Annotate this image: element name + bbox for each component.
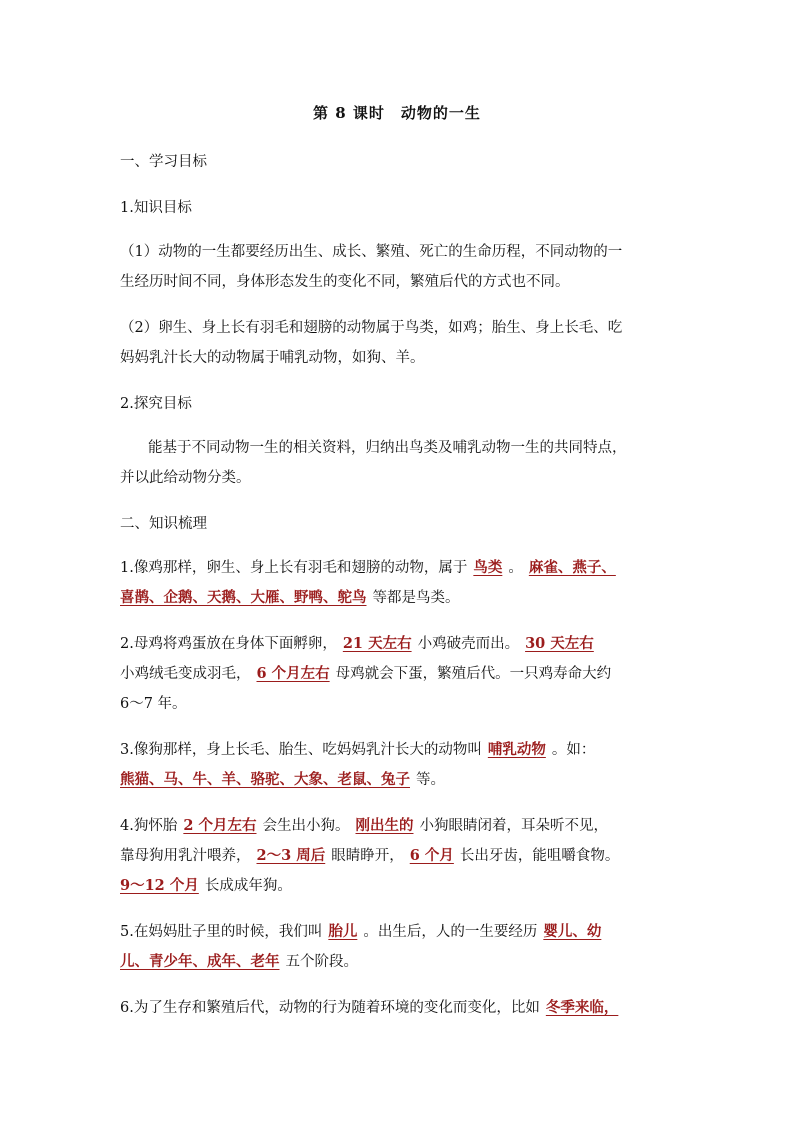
paragraph-3-line-1: 能基于不同动物一生的相关资料，归纳出鸟类及哺乳动物一生的共同特点， bbox=[148, 440, 627, 456]
answer-blank: 30 天左右 bbox=[525, 635, 594, 652]
question-6-line-1: 6.为了生存和繁殖后代，动物的行为随着环境的变化而变化，比如 冬季来临， bbox=[120, 998, 680, 1018]
answer-blank: 9～12 个月 bbox=[120, 877, 199, 894]
answer-blank: 熊猫、马、牛、羊、骆驼、大象、老鼠、兔子 bbox=[120, 771, 410, 788]
question-4-line-2: 靠母狗用乳汁喂养， 2～3 周后 眼睛睁开， 6 个月 长出牙齿，能咀嚼食物。 bbox=[120, 847, 620, 864]
paragraph-1-line-1: （1）动物的一生都要经历出生、成长、繁殖、死亡的生命历程，不同动物的一 bbox=[120, 244, 623, 260]
section-heading-knowledge: 二、知识梳理 bbox=[120, 516, 207, 532]
question-2-line-1: 2.母鸡将鸡蛋放在身体下面孵卵， 21 天左右 小鸡破壳而出。 30 天左右 bbox=[120, 634, 680, 654]
question-5-line-1: 5.在妈妈肚子里的时候，我们叫 胎儿 。出生后，人的一生要经历 婴儿、幼 bbox=[120, 922, 680, 942]
answer-blank: 冬季来临， bbox=[545, 999, 619, 1016]
paragraph-2-line-1: （2）卵生、身上长有羽毛和翅膀的动物属于鸟类，如鸡；胎生、身上长毛、吃 bbox=[120, 320, 623, 336]
page-title: 第 8 课时 动物的一生 bbox=[313, 104, 481, 122]
subheading-knowledge: 1.知识目标 bbox=[120, 200, 192, 216]
question-2-line-3: 6～7 年。 bbox=[120, 696, 187, 712]
answer-blank: 刚出生的 bbox=[355, 817, 414, 834]
paragraph-3-line-2: 并以此给动物分类。 bbox=[120, 470, 251, 486]
question-2-line-2: 小鸡绒毛变成羽毛， 6 个月左右 母鸡就会下蛋，繁殖后代。一只鸡寿命大约 bbox=[120, 665, 612, 682]
answer-blank: 喜鹊、企鹅、天鹅、大雁、野鸭、鸵鸟 bbox=[120, 589, 367, 606]
answer-blank: 6 个月 bbox=[409, 847, 454, 864]
question-4-line-3: 9～12 个月 长成成年狗。 bbox=[120, 877, 292, 894]
question-3-line-2: 熊猫、马、牛、羊、骆驼、大象、老鼠、兔子 等。 bbox=[120, 771, 445, 788]
answer-blank: 21 天左右 bbox=[342, 635, 412, 652]
answer-blank: 哺乳动物 bbox=[487, 741, 546, 758]
question-3-line-1: 3.像狗那样，身上长毛、胎生、吃妈妈乳汁长大的动物叫 哺乳动物 。如： bbox=[120, 741, 596, 758]
section-heading-objectives: 一、学习目标 bbox=[120, 154, 207, 170]
question-1-line-2: 喜鹊、企鹅、天鹅、大雁、野鸭、鸵鸟 等都是鸟类。 bbox=[120, 589, 460, 606]
answer-blank: 2～3 周后 bbox=[256, 847, 326, 864]
answer-blank: 婴儿、幼 bbox=[543, 923, 602, 940]
subheading-inquiry: 2.探究目标 bbox=[120, 396, 192, 412]
question-1-line-1: 1.像鸡那样，卵生、身上长有羽毛和翅膀的动物，属于 鸟类 。 麻雀、燕子、 bbox=[120, 558, 680, 578]
answer-blank: 2 个月左右 bbox=[183, 817, 257, 834]
answer-blank: 6 个月左右 bbox=[256, 665, 330, 682]
answer-blank: 麻雀、燕子、 bbox=[528, 559, 616, 576]
answer-blank: 儿、青少年、成年、老年 bbox=[120, 953, 280, 970]
question-5-line-2: 儿、青少年、成年、老年 五个阶段。 bbox=[120, 953, 358, 970]
question-4-line-1: 4.狗怀胎 2 个月左右 会生出小狗。 刚出生的 小狗眼睛闭着，耳朵听不见， bbox=[120, 817, 608, 834]
answer-blank: 鸟类 bbox=[473, 559, 503, 576]
paragraph-1-line-2: 生经历时间不同，身体形态发生的变化不同，繁殖后代的方式也不同。 bbox=[120, 274, 570, 290]
paragraph-2-line-2: 妈妈乳汁长大的动物属于哺乳动物，如狗、羊。 bbox=[120, 350, 425, 366]
answer-blank: 胎儿 bbox=[328, 923, 358, 940]
